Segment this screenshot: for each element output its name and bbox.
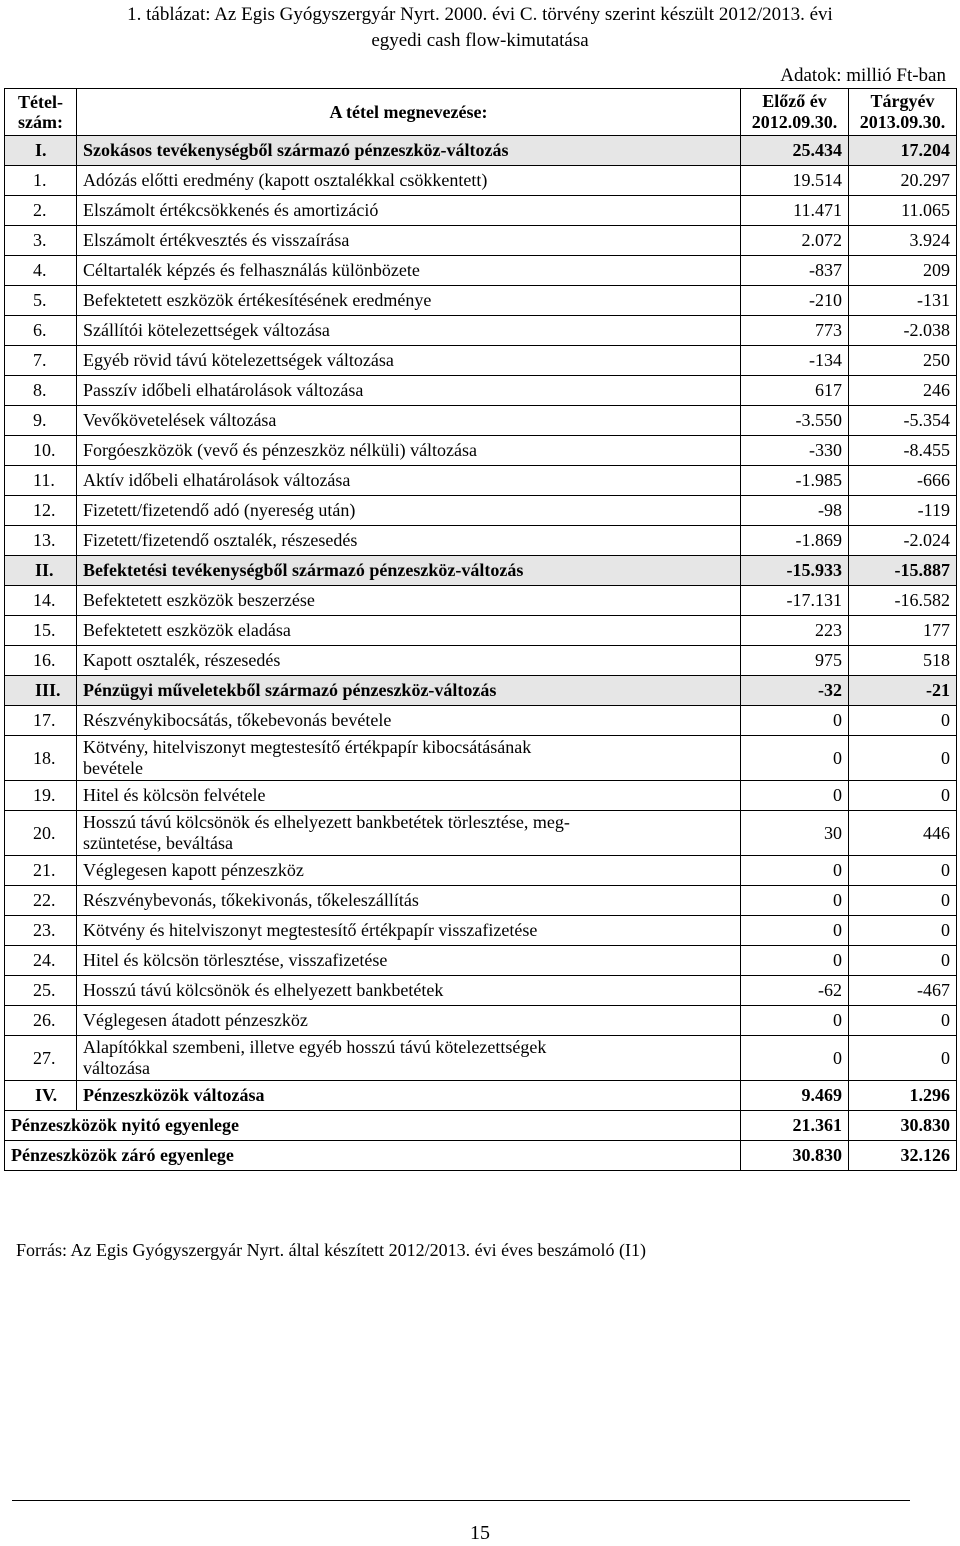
total-name: Pénzeszközök nyitó egyenlege <box>5 1111 741 1141</box>
table-row <box>5 616 957 646</box>
row-item-name-line1: Hosszú távú kölcsönök és elhelyezett bankbetétek törlesztése, meg- <box>83 812 570 832</box>
row-item-no: 22. <box>5 886 77 916</box>
row-item-no: II. <box>5 556 77 586</box>
table-row <box>5 1081 957 1111</box>
table-row <box>5 256 957 286</box>
row-item-name <box>77 166 741 196</box>
row-prev-value: 0 <box>741 1036 849 1081</box>
table-row <box>5 136 957 166</box>
table-row <box>5 196 957 226</box>
header-item-no <box>5 89 77 136</box>
row-curr-value: 20.297 <box>849 166 957 196</box>
row-item-name-line1: Befektetési tevékenységből származó pénzeszköz-változás <box>83 560 524 580</box>
row-item-name-line1: Adózás előtti eredmény (kapott osztalékkal csökkentett) <box>83 170 488 190</box>
table-row <box>5 916 957 946</box>
row-prev-value: -62 <box>741 976 849 1006</box>
row-curr-value: -2.024 <box>849 526 957 556</box>
row-curr-value: 3.924 <box>849 226 957 256</box>
total-curr-value: 30.830 <box>849 1111 957 1141</box>
row-item-name <box>77 781 741 811</box>
row-item-no: 20. <box>5 811 77 856</box>
header-item-no-line1: Tétel- <box>18 92 63 112</box>
row-item-name-line1: Elszámolt értékvesztés és visszaírása <box>83 230 350 250</box>
row-curr-value: 446 <box>849 811 957 856</box>
row-prev-value: 2.072 <box>741 226 849 256</box>
row-curr-value: -21 <box>849 676 957 706</box>
row-item-name <box>77 136 741 166</box>
row-item-name-line1: Pénzügyi műveletekből származó pénzeszköz-változás <box>83 680 497 700</box>
row-item-no: III. <box>5 676 77 706</box>
row-item-name-line1: Véglegesen kapott pénzeszköz <box>83 860 304 880</box>
row-item-name-line1: Kötvény, hitelviszonyt megtestesítő értékpapír kibocsátásának <box>83 737 532 757</box>
table-row <box>5 436 957 466</box>
row-curr-value: 177 <box>849 616 957 646</box>
row-item-no: 10. <box>5 436 77 466</box>
table-row <box>5 646 957 676</box>
row-curr-value: 1.296 <box>849 1081 957 1111</box>
row-item-no: 4. <box>5 256 77 286</box>
row-item-name <box>77 646 741 676</box>
row-item-no: 7. <box>5 346 77 376</box>
source-note: Forrás: Az Egis Gyógyszergyár Nyrt. által készített 2012/2013. évi éves beszámoló (I1) <box>16 1240 647 1260</box>
row-item-name-line1: Egyéb rövid távú kötelezettségek változása <box>83 350 394 370</box>
row-item-name <box>77 976 741 1006</box>
row-item-no: 15. <box>5 616 77 646</box>
table-row <box>5 676 957 706</box>
row-item-no: 16. <box>5 646 77 676</box>
row-prev-value: -330 <box>741 436 849 466</box>
row-prev-value: 19.514 <box>741 166 849 196</box>
row-curr-value: 11.065 <box>849 196 957 226</box>
row-item-name-line2: bevétele <box>83 758 143 778</box>
total-row <box>5 1141 957 1171</box>
table-row <box>5 1006 957 1036</box>
row-prev-value: -15.933 <box>741 556 849 586</box>
row-item-no: 27. <box>5 1036 77 1081</box>
row-item-no: 11. <box>5 466 77 496</box>
row-curr-value: 0 <box>849 781 957 811</box>
row-item-no: 25. <box>5 976 77 1006</box>
row-item-name <box>77 286 741 316</box>
row-item-name <box>77 1036 741 1081</box>
header-prev-year <box>741 89 849 136</box>
row-prev-value: -134 <box>741 346 849 376</box>
row-item-name-line1: Elszámolt értékcsökkenés és amortizáció <box>83 200 379 220</box>
row-item-name-line1: Hitel és kölcsön törlesztése, visszafizetése <box>83 950 388 970</box>
table-row <box>5 466 957 496</box>
row-item-name <box>77 406 741 436</box>
header-curr-year <box>849 89 957 136</box>
total-prev-value: 30.830 <box>741 1141 849 1171</box>
table-row <box>5 856 957 886</box>
row-prev-value: -17.131 <box>741 586 849 616</box>
row-item-name-line2: változása <box>83 1058 150 1078</box>
row-curr-value: -467 <box>849 976 957 1006</box>
table-row <box>5 781 957 811</box>
row-item-no: 26. <box>5 1006 77 1036</box>
row-prev-value: -32 <box>741 676 849 706</box>
row-prev-value: 0 <box>741 706 849 736</box>
row-item-name <box>77 196 741 226</box>
row-item-name-line1: Befektetett eszközök beszerzése <box>83 590 315 610</box>
row-prev-value: -98 <box>741 496 849 526</box>
table-row <box>5 316 957 346</box>
table-row <box>5 286 957 316</box>
row-item-no: 17. <box>5 706 77 736</box>
row-curr-value: 209 <box>849 256 957 286</box>
total-row <box>5 1111 957 1141</box>
row-curr-value: 0 <box>849 1036 957 1081</box>
header-prev-line1: Előző év <box>762 91 827 111</box>
row-curr-value: 518 <box>849 646 957 676</box>
table-row <box>5 811 957 856</box>
header-row <box>5 89 957 136</box>
table-row <box>5 226 957 256</box>
table-row <box>5 706 957 736</box>
page-number: 15 <box>470 1522 490 1544</box>
total-name: Pénzeszközök záró egyenlege <box>5 1141 741 1171</box>
row-item-name-line1: Szállítói kötelezettségek változása <box>83 320 330 340</box>
row-item-name <box>77 436 741 466</box>
row-prev-value: 25.434 <box>741 136 849 166</box>
row-item-name-line1: Alapítókkal szembeni, illetve egyéb hosszú távú kötelezettségek <box>83 1037 547 1057</box>
row-item-no: 24. <box>5 946 77 976</box>
row-curr-value: 0 <box>849 856 957 886</box>
header-curr-line2: 2013.09.30. <box>859 112 946 132</box>
row-item-no: 19. <box>5 781 77 811</box>
row-item-no: 3. <box>5 226 77 256</box>
row-item-name <box>77 946 741 976</box>
row-curr-value: 250 <box>849 346 957 376</box>
table-title-line1: 1. táblázat: Az Egis Gyógyszergyár Nyrt. 2000. évi C. törvény szerint készült 2012/2013. évi <box>127 4 833 25</box>
row-curr-value: 0 <box>849 706 957 736</box>
row-item-no: 1. <box>5 166 77 196</box>
row-curr-value: -119 <box>849 496 957 526</box>
row-prev-value: 0 <box>741 946 849 976</box>
table-row <box>5 406 957 436</box>
total-prev-value: 21.361 <box>741 1111 849 1141</box>
header-curr-line1: Tárgyév <box>870 91 935 111</box>
row-curr-value: 0 <box>849 886 957 916</box>
row-item-name-line1: Befektetett eszközök értékesítésének eredménye <box>83 290 432 310</box>
unit-note: Adatok: millió Ft-ban <box>780 65 946 86</box>
table-row <box>5 946 957 976</box>
table-row <box>5 496 957 526</box>
row-item-name <box>77 1081 741 1111</box>
row-prev-value: 773 <box>741 316 849 346</box>
table-row <box>5 886 957 916</box>
row-item-no: 5. <box>5 286 77 316</box>
row-item-name-line1: Pénzeszközök változása <box>83 1085 265 1105</box>
row-item-name <box>77 1006 741 1036</box>
row-prev-value: -1.869 <box>741 526 849 556</box>
row-item-name-line1: Hitel és kölcsön felvétele <box>83 785 266 805</box>
row-prev-value: 0 <box>741 856 849 886</box>
row-item-no: 21. <box>5 856 77 886</box>
cash-flow-table <box>4 88 957 1171</box>
table-row <box>5 586 957 616</box>
row-prev-value: -1.985 <box>741 466 849 496</box>
row-item-name <box>77 886 741 916</box>
table-row <box>5 526 957 556</box>
row-prev-value: -837 <box>741 256 849 286</box>
row-item-no: 8. <box>5 376 77 406</box>
row-prev-value: 0 <box>741 886 849 916</box>
row-curr-value: 0 <box>849 1006 957 1036</box>
row-item-name-line1: Kötvény és hitelviszonyt megtestesítő értékpapír visszafizetése <box>83 920 538 940</box>
row-curr-value: -8.455 <box>849 436 957 466</box>
row-prev-value: 223 <box>741 616 849 646</box>
row-item-name-line1: Fizetett/fizetendő adó (nyereség után) <box>83 500 356 520</box>
table-row <box>5 166 957 196</box>
row-item-no: 2. <box>5 196 77 226</box>
row-prev-value: 0 <box>741 781 849 811</box>
row-item-name <box>77 496 741 526</box>
row-item-no: 9. <box>5 406 77 436</box>
row-curr-value: 0 <box>849 736 957 781</box>
row-curr-value: 0 <box>849 916 957 946</box>
row-item-no: I. <box>5 136 77 166</box>
table-row <box>5 736 957 781</box>
row-item-no: 23. <box>5 916 77 946</box>
row-item-no: 6. <box>5 316 77 346</box>
row-item-name-line1: Céltartalék képzés és felhasználás különbözete <box>83 260 420 280</box>
row-prev-value: 617 <box>741 376 849 406</box>
row-item-no: 13. <box>5 526 77 556</box>
row-curr-value: -16.582 <box>849 586 957 616</box>
row-item-name-line1: Passzív időbeli elhatárolások változása <box>83 380 364 400</box>
row-curr-value: 246 <box>849 376 957 406</box>
header-item-no-line2: szám: <box>18 112 63 132</box>
row-curr-value: -2.038 <box>849 316 957 346</box>
row-prev-value: 11.471 <box>741 196 849 226</box>
row-item-name-line1: Forgóeszközök (vevő és pénzeszköz nélküli) változása <box>83 440 478 460</box>
row-item-name <box>77 376 741 406</box>
table-row <box>5 346 957 376</box>
row-item-name <box>77 586 741 616</box>
table-row <box>5 376 957 406</box>
row-prev-value: -210 <box>741 286 849 316</box>
total-curr-value: 32.126 <box>849 1141 957 1171</box>
row-item-name <box>77 526 741 556</box>
row-item-name-line1: Szokásos tevékenységből származó pénzeszköz-változás <box>83 140 509 160</box>
row-item-name <box>77 256 741 286</box>
row-curr-value: -5.354 <box>849 406 957 436</box>
row-item-name <box>77 811 741 856</box>
footer-divider <box>12 1500 910 1501</box>
row-item-name <box>77 346 741 376</box>
header-prev-line2: 2012.09.30. <box>751 112 838 132</box>
row-item-name-line1: Befektetett eszközök eladása <box>83 620 291 640</box>
table-row <box>5 556 957 586</box>
row-curr-value: -131 <box>849 286 957 316</box>
row-prev-value: -3.550 <box>741 406 849 436</box>
row-item-name <box>77 466 741 496</box>
table-title <box>0 2 960 54</box>
row-item-no: IV. <box>5 1081 77 1111</box>
row-item-name <box>77 226 741 256</box>
row-prev-value: 975 <box>741 646 849 676</box>
row-item-name-line1: Vevőkövetelések változása <box>83 410 277 430</box>
row-item-name <box>77 316 741 346</box>
row-item-name-line1: Fizetett/fizetendő osztalék, részesedés <box>83 530 358 550</box>
row-item-name-line1: Hosszú távú kölcsönök és elhelyezett bankbetétek <box>83 980 444 1000</box>
row-item-name-line1: Részvénykibocsátás, tőkebevonás bevétele <box>83 710 392 730</box>
header-name: A tétel megnevezése: <box>77 89 741 136</box>
table-row <box>5 1036 957 1081</box>
row-item-name <box>77 616 741 646</box>
row-prev-value: 0 <box>741 1006 849 1036</box>
row-item-name-line1: Kapott osztalék, részesedés <box>83 650 281 670</box>
row-item-name <box>77 916 741 946</box>
row-item-name-line1: Részvénybevonás, tőkekivonás, tőkeleszállítás <box>83 890 419 910</box>
row-curr-value: -15.887 <box>849 556 957 586</box>
row-curr-value: -666 <box>849 466 957 496</box>
row-prev-value: 0 <box>741 916 849 946</box>
row-prev-value: 30 <box>741 811 849 856</box>
row-item-name <box>77 556 741 586</box>
row-prev-value: 0 <box>741 736 849 781</box>
row-item-name-line2: szüntetése, beváltása <box>83 833 233 853</box>
row-item-no: 12. <box>5 496 77 526</box>
row-item-name-line1: Véglegesen átadott pénzeszköz <box>83 1010 308 1030</box>
row-prev-value: 9.469 <box>741 1081 849 1111</box>
row-item-name <box>77 856 741 886</box>
table-body <box>5 136 957 1171</box>
row-curr-value: 0 <box>849 946 957 976</box>
row-curr-value: 17.204 <box>849 136 957 166</box>
row-item-no: 18. <box>5 736 77 781</box>
row-item-name <box>77 736 741 781</box>
row-item-name <box>77 676 741 706</box>
row-item-name-line1: Aktív időbeli elhatárolások változása <box>83 470 351 490</box>
table-row <box>5 976 957 1006</box>
table-title-line2: egyedi cash flow-kimutatása <box>371 30 589 51</box>
row-item-name <box>77 706 741 736</box>
row-item-no: 14. <box>5 586 77 616</box>
